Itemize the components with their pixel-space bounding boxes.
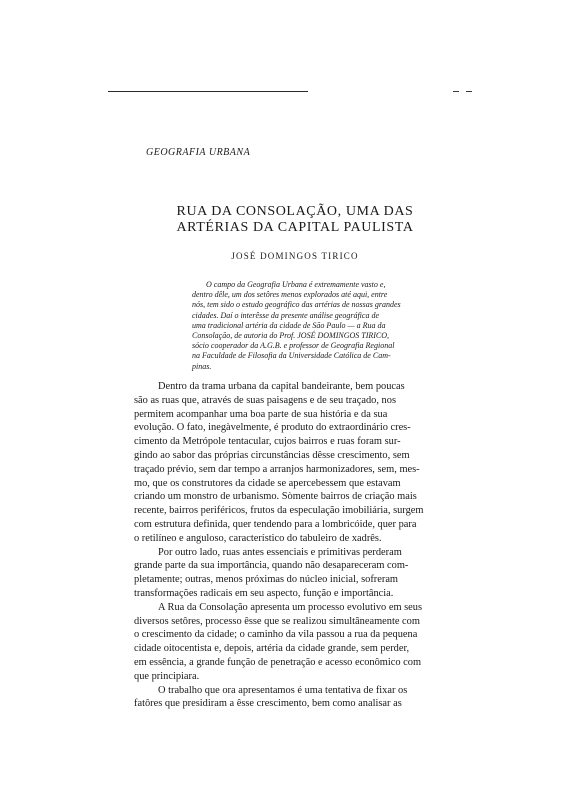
abstract-line: O campo da Geografia Urbana é extremamente vasto e, [206,280,386,289]
body-line: que principiara. [134,670,200,682]
article-title-line-1: RUA DA CONSOLAÇÃO, UMA DAS [176,204,414,219]
body-line: o retilíneo e anguloso, característico do tabuleiro de xadrês. [134,532,382,544]
body-line: evolução. O fato, inegàvelmente, é produto do extraordinário cres- [134,422,411,434]
body-line: fatôres que presidiram a êsse crescimento, bem como analisar as [134,698,402,710]
body-line: com estrutura definida, quer tendendo para a lombricóide, quer para [134,518,417,530]
section-label: GEOGRAFIA URBANA [146,147,251,158]
body-line: pletamente; outras, menos próximas do núcleo inicial, sofreram [134,574,399,586]
body-text [134,380,484,711]
body-line: A Rua da Consolação apresenta um processo evolutivo em seus [158,601,423,613]
abstract-line: uma tradicional artéria da cidade de São Paulo — a Rua da [192,320,386,330]
body-line: cidade oitocentista e, depois, artéria da cidade grande, sem perder, [134,643,410,655]
body-line: em essência, a grande função de penetração e acesso econômico com [134,656,422,668]
body-line: grande parte da sua importância, quando não desapareceram com- [134,560,409,572]
abstract-line: cidades. Daí o interêsse da presente análise geográfica de [192,310,379,320]
body-line: mo, que os construtores da cidade se apercebessem que estavam [134,477,401,489]
body-line: Por outro lado, ruas antes essenciais e primitivas perderam [158,546,402,558]
abstract-line: Consolação, de autoria do Prof. JOSÉ DOMINGOS TIRICO, [192,331,390,341]
body-line: diversos setôres, processo êsse que se realizou simultâneamente com [134,615,420,627]
top-dash-mark [466,91,472,92]
body-line: Dentro da trama urbana da capital bandeirante, bem poucas [158,381,405,392]
abstract-line: sócio cooperador da A.G.B. e professor de Geografia Regional [192,341,395,351]
body-line: recente, bairros periféricos, frutos da especulação imobiliária, surgem [134,505,424,517]
body-line: são as ruas que, através de suas paisagens e de seu traçado, nos [134,394,396,406]
body-line: criando um monstro de urbanismo. Sòmente bairros de criação mais [134,491,417,503]
author-name: JOSÉ DOMINGOS TIRICO [231,251,359,261]
body-line: transformações radicais em seu aspecto, função e importância. [134,587,394,599]
abstract-line: na Faculdade de Filosofia da Universidade Católica de Cam- [192,351,391,361]
article-title-line-2: ARTÉRIAS DA CAPITAL PAULISTA [176,220,414,235]
body-line: permitem acompanhar uma boa parte de sua história e da sua [134,408,388,420]
top-rule [108,91,308,92]
body-line: gindo ao sabor das próprias circunstâncias dêsse crescimento, sem [134,449,410,461]
abstract-line: nós, tem sido o estudo geográfico das artérias de nossas grandes [192,300,401,310]
body-line: traçado prévio, sem dar tempo a arranjos harmonizadores, sem, mes- [134,463,420,475]
body-line: cimento da Metrópole tentacular, cujos bairros e ruas foram sur- [134,436,401,448]
top-dash-mark [453,91,459,92]
abstract-line: pinas. [192,361,212,371]
abstract-line: dentro dêle, um dos setôres menos explorados até aqui, entre [192,290,388,300]
abstract [192,280,490,372]
body-line: o crescimento da cidade; o caminho da vila passou a rua da pequena [134,629,418,641]
body-line: O trabalho que ora apresentamos é uma tentativa de fixar os [158,684,408,696]
